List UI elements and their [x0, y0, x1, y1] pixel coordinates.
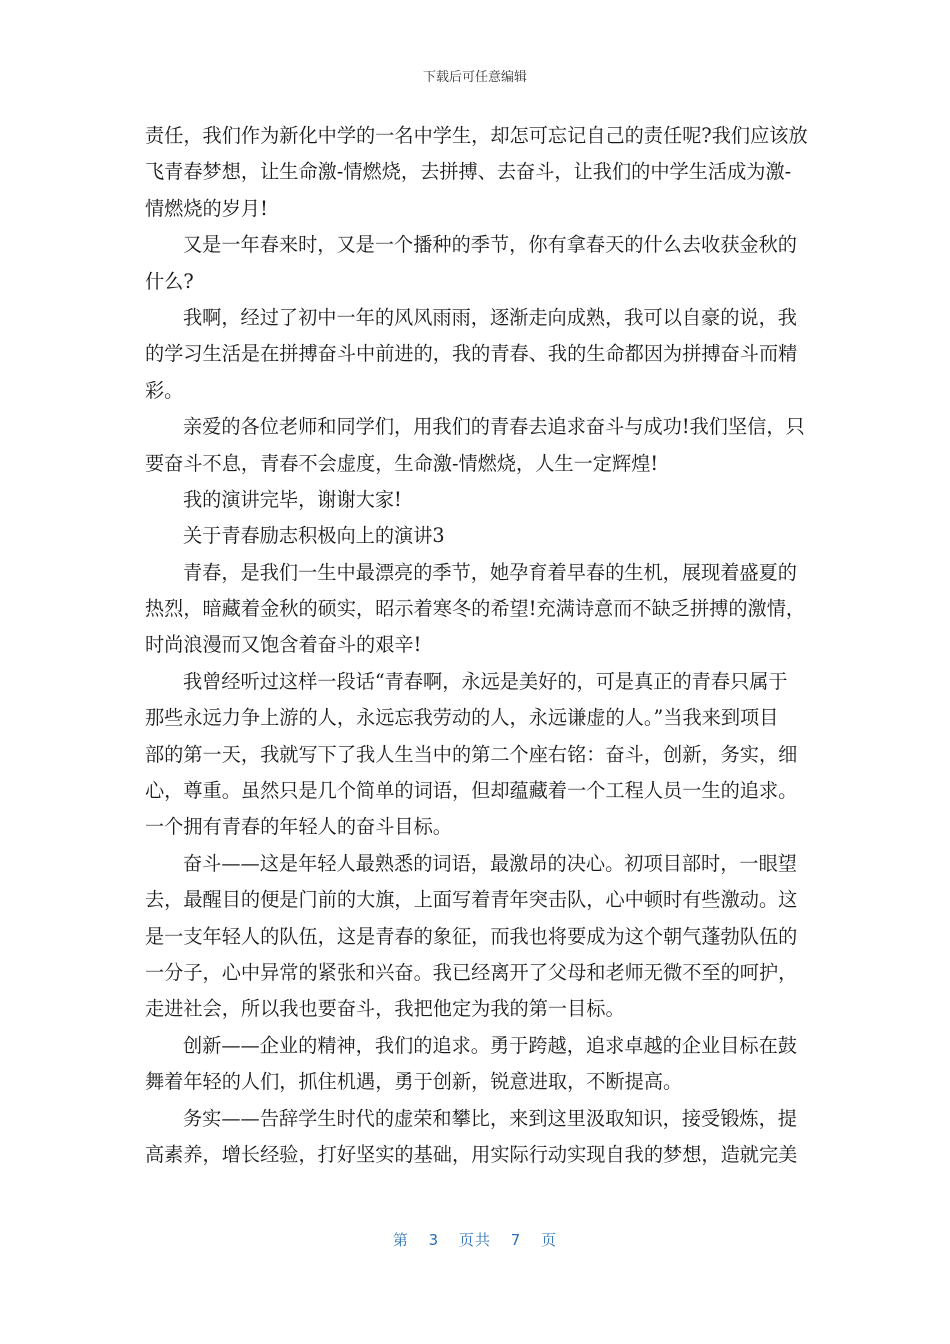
text-line: 亲爱的各位老师和同学们，用我们的青春去追求奋斗与成功!我们坚信，只 — [183, 415, 805, 439]
text-line: 高素养，增长经验，打好坚实的基础，用实际行动实现自我的梦想，造就完美 — [145, 1142, 798, 1166]
text-line: 创新——企业的精神，我们的追求。勇于跨越，追求卓越的企业目标在鼓 — [183, 1033, 797, 1057]
footer-prefix: 第 — [392, 1231, 409, 1249]
text-line: 我曾经听过这样一段话“青春啊，永远是美好的，可是真正的青春只属于 — [183, 669, 788, 693]
text-line: 走进社会，所以我也要奋斗，我把他定为我的第一目标。 — [145, 997, 625, 1021]
text-line: 一分子，心中异常的紧张和兴奋。我已经离开了父母和老师无微不至的呵护， — [145, 960, 798, 984]
text-line: 责任，我们作为新化中学的一名中学生，却怎可忘记自己的责任呢?我们应该放 — [145, 124, 808, 147]
text-line: 务实——告辞学生时代的虚荣和攀比，来到这里汲取知识，接受锻炼，提 — [183, 1106, 797, 1130]
text-line: 那些永远力争上游的人，永远忘我劳动的人，永远谦虚的人。”当我来到项目 — [145, 706, 779, 730]
text-line: 的学习生活是在拼搏奋斗中前进的，我的青春、我的生命都因为拼搏奋斗而精 — [145, 342, 798, 366]
footer-total-pages: 7 — [510, 1231, 522, 1249]
document-body — [145, 118, 808, 1173]
text-line: 热烈，暗藏着金秋的硕实，昭示着寒冬的希望!充满诗意而不缺乏拼搏的激情， — [145, 597, 806, 621]
text-line: 奋斗——这是年轻人最熟悉的词语，最激昂的决心。初项目部时，一眼望 — [183, 851, 797, 875]
footer-mid: 页共 — [458, 1231, 491, 1249]
text-line: 去，最醒目的便是门前的大旗，上面写着青年突击队，心中顿时有些激动。这 — [145, 888, 798, 912]
text-line: 要奋斗不息，青春不会虚度，生命激-情燃烧，人生一定辉煌! — [145, 451, 659, 475]
text-line: 关于青春励志积极向上的演讲3 — [183, 524, 445, 548]
footer-suffix: 页 — [541, 1231, 558, 1249]
text-line: 我啊，经过了初中一年的风风雨雨，逐渐走向成熟，我可以自豪的说，我 — [183, 305, 797, 329]
text-line: 是一支年轻人的队伍，这是青春的象征，而我也将要成为这个朝气蓬勃队伍的 — [145, 924, 798, 948]
text-line: 舞着年轻的人们，抓住机遇，勇于创新，锐意进取，不断提高。 — [145, 1070, 683, 1094]
footer-page-number: 3 — [428, 1231, 440, 1249]
text-line: 部的第一天，我就写下了我人生当中的第二个座右铭：奋斗，创新，务实，细 — [145, 742, 798, 766]
text-line: 又是一年春来时，又是一个播种的季节，你有拿春天的什么去收获金秋的 — [183, 233, 797, 257]
text-line: 飞青春梦想，让生命激-情燃烧，去拼搏、去奋斗，让我们的中学生活成为激- — [145, 160, 792, 184]
text-line: 情燃烧的岁月! — [145, 196, 268, 220]
text-line: 彩。 — [145, 378, 184, 402]
text-line: 时尚浪漫而又饱含着奋斗的艰辛! — [145, 633, 422, 657]
page-header: 下载后可任意编辑 — [422, 70, 527, 85]
page-footer — [0, 1229, 950, 1250]
text-line: 一个拥有青春的年轻人的奋斗目标。 — [145, 815, 452, 839]
text-line: 心，尊重。虽然只是几个简单的词语，但却蕴藏着一个工程人员一生的追求。 — [145, 779, 798, 803]
text-line: 青春，是我们一生中最漂亮的季节，她孕育着早春的生机，展现着盛夏的 — [183, 560, 797, 584]
text-line: 我的演讲完毕，谢谢大家! — [183, 487, 402, 511]
text-line: 什么? — [145, 269, 194, 293]
